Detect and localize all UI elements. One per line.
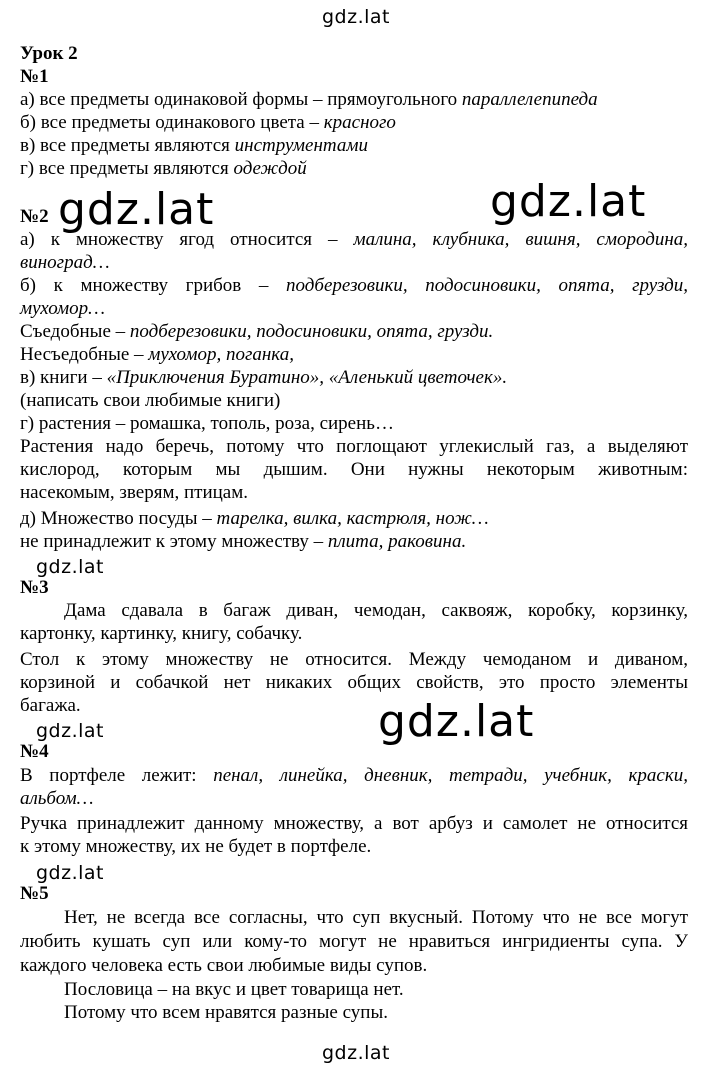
watermark-large-center: gdz.lat [378, 696, 535, 747]
task-2-inedible: Несъедобные – мухомор, поганка, [20, 344, 294, 365]
task-3-line-4: корзиной и собачкой нет никаких общих свойств, это просто элементы [20, 672, 688, 693]
task-2-note: (написать свои любимые книги) [20, 390, 281, 411]
task-5-line-2: любить кушать суп или кому-то могут не нравиться ингридиенты супа. У [20, 931, 688, 952]
task-2-plants-1: Растения надо беречь, потому что поглощают углекислый газ, а выделяют [20, 436, 688, 457]
task-4-number: №4 [20, 741, 49, 762]
task-2-plants-2: кислород, которым мы дышим. Они нужны некоторым животным: [20, 459, 688, 480]
task-1-number: №1 [20, 66, 49, 87]
task-5-line-3: каждого человека есть свои любимые виды супов. [20, 955, 428, 976]
task-1-line-b: б) все предметы одинакового цвета – красного [20, 112, 396, 133]
watermark-small-t3: gdz.lat [36, 556, 105, 578]
task-5-line-5: Потому что всем нравятся разные супы. [64, 1002, 388, 1023]
task-4-line-2: альбом… [20, 788, 94, 809]
task-1-line-a: а) все предметы одинаковой формы – прямоугольного параллелепипеда [20, 89, 598, 110]
task-5-line-1: Нет, не всегда все согласны, что суп вкусный. Потому что не все могут [64, 907, 688, 928]
task-3-line-1: Дама сдавала в багаж диван, чемодан, саквояж, коробку, корзинку, [64, 600, 688, 621]
watermark-bottom: gdz.lat [322, 1042, 391, 1064]
watermark-small-t4: gdz.lat [36, 720, 105, 742]
task-2-plants-3: насекомым, зверям, птицам. [20, 482, 248, 503]
task-2-line-b1: б) к множеству грибов – подберезовики, подосиновики, опята, грузди, [20, 275, 688, 296]
task-3-number: №3 [20, 577, 49, 598]
task-2-line-g: г) растения – ромашка, тополь, роза, сирень… [20, 413, 394, 434]
watermark-top: gdz.lat [322, 6, 391, 28]
task-2-line-d: д) Множество посуды – тарелка, вилка, кастрюля, нож… [20, 508, 489, 529]
watermark-large-right: gdz.lat [490, 176, 647, 227]
task-2-number: №2 [20, 206, 49, 227]
task-2-line-b2: мухомор… [20, 298, 106, 319]
task-2-line-a1: а) к множеству ягод относится – малина, клубника, вишня, смородина, [20, 229, 688, 250]
task-2-line-a2: виноград… [20, 252, 110, 273]
lesson-title: Урок 2 [20, 43, 78, 64]
watermark-small-t5: gdz.lat [36, 862, 105, 884]
task-4-line-3: Ручка принадлежит данному множеству, а вот арбуз и самолет не относится [20, 813, 688, 834]
task-4-line-4: к этому множеству, их не будет в портфеле. [20, 836, 372, 857]
task-5-line-4: Пословица – на вкус и цвет товарища нет. [64, 979, 404, 1000]
task-3-line-5: багажа. [20, 695, 81, 716]
watermark-large-left: gdz.lat [58, 184, 215, 235]
task-5-number: №5 [20, 883, 49, 904]
task-2-edible: Съедобные – подберезовики, подосиновики, опята, грузди. [20, 321, 494, 342]
task-1-line-c: в) все предметы являются инструментами [20, 135, 368, 156]
task-1-line-d: г) все предметы являются одеждой [20, 158, 307, 179]
task-2-line-not: не принадлежит к этому множеству – плита, раковина. [20, 531, 467, 552]
task-3-line-2: картонку, картинку, книгу, собачку. [20, 623, 303, 644]
task-3-line-3: Стол к этому множеству не относится. Между чемоданом и диваном, [20, 649, 688, 670]
task-4-line-1: В портфеле лежит: пенал, линейка, дневник, тетради, учебник, краски, [20, 765, 688, 786]
task-2-line-v: в) книги – «Приключения Буратино», «Аленький цветочек». [20, 367, 508, 388]
